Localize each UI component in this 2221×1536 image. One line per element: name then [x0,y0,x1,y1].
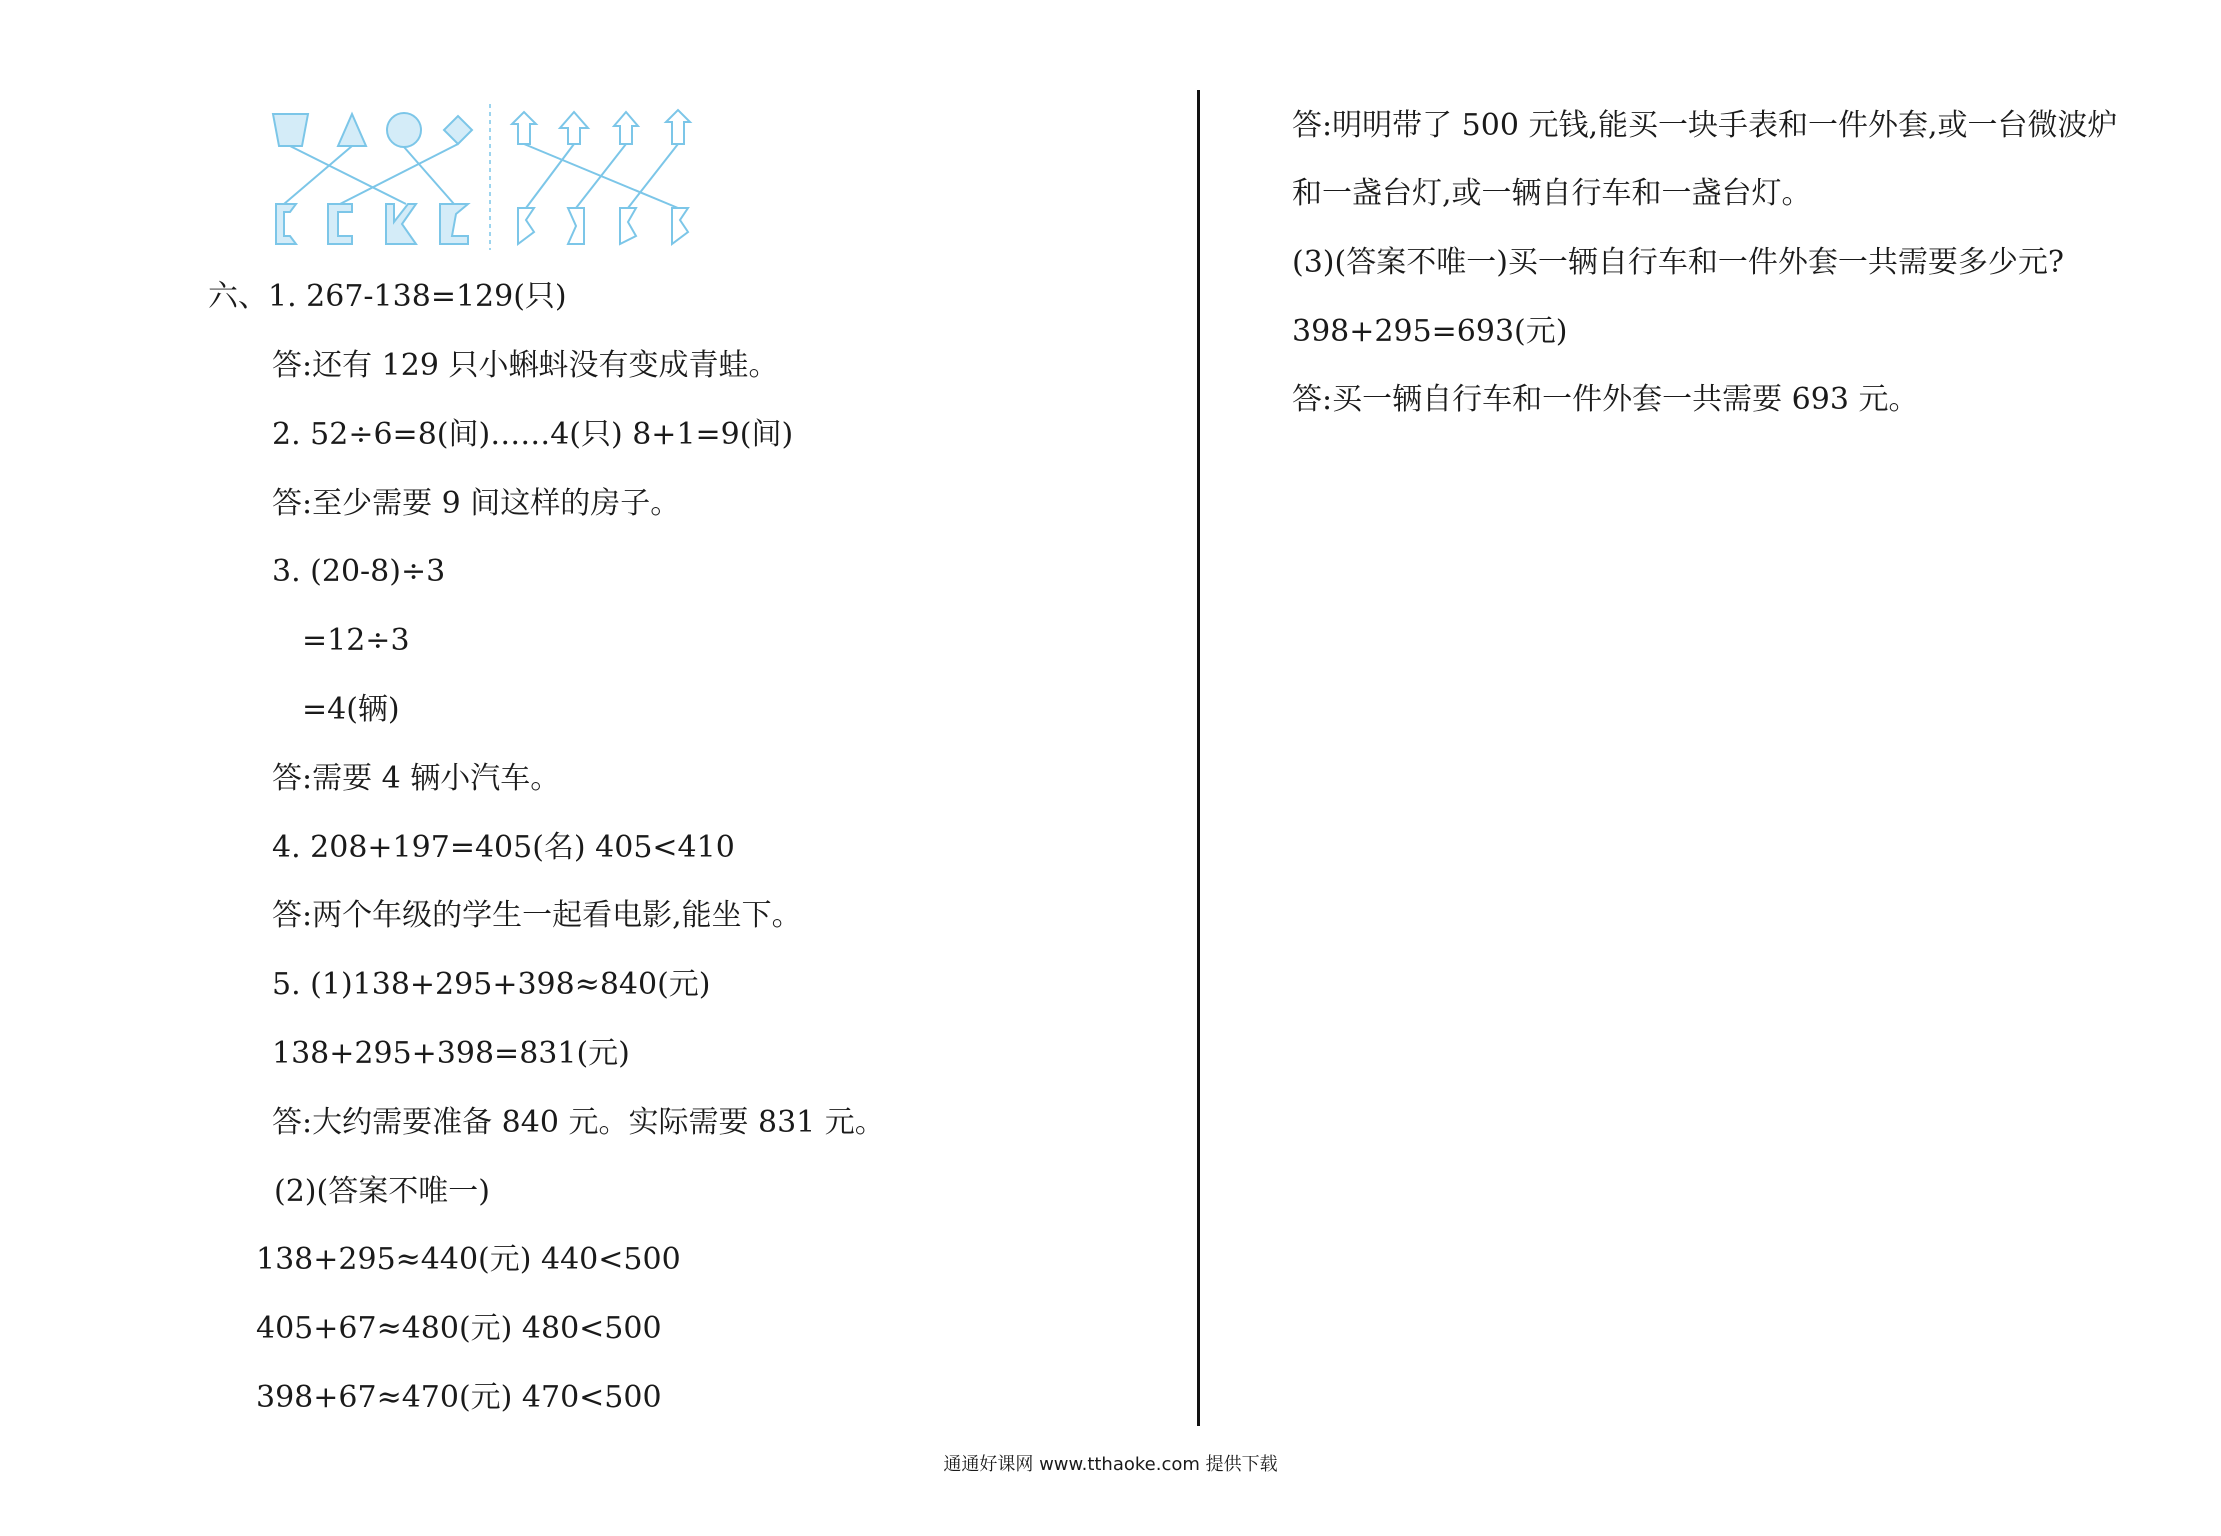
half-shape-1 [276,204,296,244]
answer-line: =12÷3 [302,623,410,658]
answer-line: 和一盏台灯,或一辆自行车和一盏台灯。 [1292,176,1812,211]
half-arrow-3 [620,208,636,244]
arrow-shape-4 [666,110,690,144]
half-shape-4 [440,204,468,244]
answer-line: 答:大约需要准备 840 元。实际需要 831 元。 [272,1105,885,1140]
answer-line: 答:还有 129 只小蝌蚪没有变成青蛙。 [272,348,779,383]
page-footer: 通通好课网 www.tthaoke.com 提供下载 [943,1454,1278,1475]
answer-line: 答:需要 4 辆小汽车。 [272,761,561,796]
answer-line: 3. (20-8)÷3 [272,554,446,589]
answer-line: 5. (1)138+295+398≈840(元) [272,967,711,1002]
answer-line: =4(辆) [302,692,400,727]
answer-line: 答:至少需要 9 间这样的房子。 [272,486,681,521]
answer-line: 405+67≈480(元) 480<500 [256,1311,662,1346]
answer-line-6-1: 六、1. 267-138=129(只) [208,279,567,314]
answer-line: 138+295+398=831(元) [272,1036,630,1071]
arrow-shape-2 [560,112,588,144]
answer-line: (3)(答案不唯一)买一辆自行车和一件外套一共需要多少元? [1292,245,2064,280]
half-shape-3 [386,204,416,244]
answer-line: 答:买一辆自行车和一件外套一共需要 693 元。 [1292,382,1919,417]
half-arrow-2 [568,208,584,244]
arrow-shape-3 [614,112,638,144]
answer-line: 答:两个年级的学生一起看电影,能坐下。 [272,898,802,933]
half-shape-2 [328,204,352,244]
answer-line: 2. 52÷6=8(间)……4(只) 8+1=9(间) [272,417,794,452]
half-arrow-4 [672,208,688,244]
half-arrow-1 [518,208,534,244]
column-divider [1197,90,1200,1426]
diamond-shape [444,116,472,144]
answer-line: 138+295≈440(元) 440<500 [256,1242,681,1277]
circle-shape [387,113,421,147]
answer-line: 398+295=693(元) [1292,314,1568,349]
trapezoid-shape [273,114,308,146]
answer-line: 4. 208+197=405(名) 405<410 [272,830,735,865]
answer-line: 答:明明带了 500 元钱,能买一块手表和一件外套,或一台微波炉 [1292,108,2118,143]
triangle-shape [338,114,366,146]
answer-line: (2)(答案不唯一) [274,1174,490,1209]
answer-line: 398+67≈470(元) 470<500 [256,1380,662,1415]
arrow-shape-1 [512,112,536,144]
shape-matching-figure [268,104,708,252]
